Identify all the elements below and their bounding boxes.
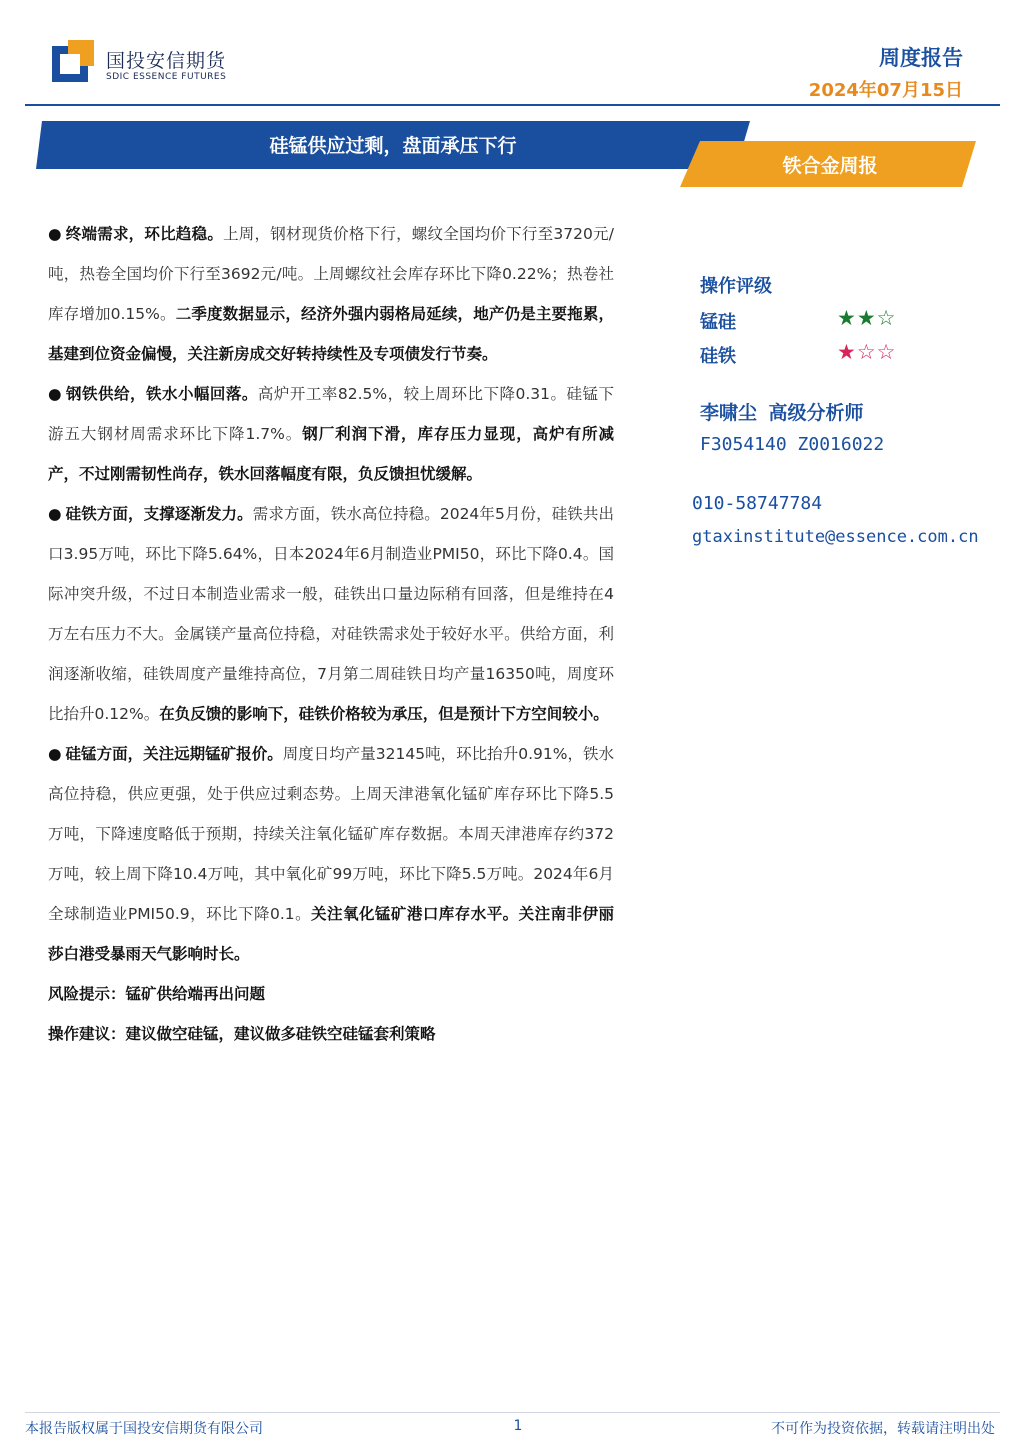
operation-advice bbox=[48, 1014, 614, 1054]
paragraph-ferrosilicon bbox=[48, 494, 614, 734]
paragraph-heading: 硅铁方面，支撑逐渐发力。 bbox=[65, 505, 253, 523]
contact-email[interactable]: gtaxinstitute@essence.com.cn bbox=[692, 527, 979, 547]
risk-text: 风险提示：锰矿供给端再出问题 bbox=[48, 985, 266, 1003]
paragraph-conclusion: 在负反馈的影响下，硅铁价格较为承压，但是预计下方空间较小。 bbox=[159, 705, 609, 723]
page-number: 1 bbox=[513, 1418, 523, 1434]
logo-text-en: SDIC ESSENCE FUTURES bbox=[106, 72, 227, 82]
paragraph-text: 上周，钢材现货价格下行，螺纹全国均价下行至3720元/吨，热卷全国均价下行至3692元/吨。上周螺纹社会库存环比下降0.22%；热卷社库存增加0.15%。 bbox=[48, 225, 614, 323]
paragraph-conclusion: 二季度数据显示，经济外强内弱格局延续，地产仍是主要拖累，基建到位资金偏慢，关注新房成交好转持续性及专项债发行节奏。 bbox=[48, 305, 614, 363]
rating-stars-ferrosilicon: ★☆☆ bbox=[837, 340, 897, 364]
footer-disclaimer: 不可作为投资依据，转载请注明出处 bbox=[771, 1421, 995, 1437]
bullet-icon: ● bbox=[48, 505, 62, 523]
paragraph-text: 高炉开工率82.5%，较上周环比下降0.31。硅锰下游五大钢材周需求环比下降1.7%。 bbox=[48, 385, 614, 443]
bullet-icon: ● bbox=[48, 385, 63, 403]
footer-divider bbox=[25, 1412, 1000, 1413]
paragraph-steel-supply bbox=[48, 374, 614, 494]
paragraph-conclusion: 钢厂利润下滑，库存压力显现，高炉有所减产，不过刚需韧性尚存，铁水回落幅度有限，负反馈担忧缓解。 bbox=[48, 425, 614, 483]
contact-phone: 010-58747784 bbox=[692, 493, 823, 514]
paragraph-demand bbox=[48, 214, 614, 374]
rating-label-ferrosilicon: 硅铁 bbox=[700, 346, 736, 367]
company-logo bbox=[52, 40, 242, 88]
paragraph-text: 需求方面，铁水高位持稳。2024年5月份，硅铁共出口3.95万吨，环比下降5.64%，日本2024年6月制造业PMI50，环比下降0.4。国际冲突升级，不过日本制造业需求一般，硅铁出口量边际稍有回落，但是维持在4万左右压力不大。金属镁产量高位持稳，对硅铁需求处于较好水平。供给方面，利润逐渐收缩，硅铁周度产量维持高位，7月第二周硅铁日均产量16350吨，周度环比抬升0.12%。 bbox=[48, 505, 614, 723]
report-category: 铁合金周报 bbox=[782, 155, 878, 177]
report-type: 周度报告 bbox=[879, 46, 963, 70]
risk-warning bbox=[48, 974, 614, 1014]
bullet-icon: ● bbox=[48, 225, 62, 243]
logo-text-cn: 国投安信期货 bbox=[106, 50, 227, 72]
paragraph-heading: 终端需求，环比趋稳。 bbox=[65, 225, 224, 243]
rating-label-silicomanganese: 锰硅 bbox=[700, 312, 736, 333]
rating-stars-silicomanganese: ★★☆ bbox=[837, 306, 897, 330]
footer-copyright: 本报告版权属于国投安信期货有限公司 bbox=[25, 1421, 263, 1437]
bullet-icon: ● bbox=[48, 745, 62, 763]
paragraph-heading: 钢铁供给，铁水小幅回落。 bbox=[66, 385, 258, 403]
paragraph-conclusion: 关注氧化锰矿港口库存水平。关注南非伊丽莎白港受暴雨天气影响时长。 bbox=[48, 905, 614, 963]
paragraph-text: 周度日均产量32145吨，环比抬升0.91%，铁水高位持稳，供应更强，处于供应过剩态势。上周天津港氧化锰矿库存环比下降5.5万吨，下降速度略低于预期，持续关注氧化锰矿库存数据。本周天津港库存约372万吨，较上周下降10.4万吨，其中氧化矿99万吨，环比下降5.5万吨。2024年6月全球制造业PMI50.9，环比下降0.1。 bbox=[48, 745, 614, 923]
advice-text: 操作建议：建议做空硅锰，建议做多硅铁空硅锰套利策略 bbox=[48, 1025, 436, 1043]
analyst-name: 李啸尘 高级分析师 bbox=[700, 402, 864, 424]
analyst-license-codes: F3054140 Z0016022 bbox=[700, 434, 885, 455]
paragraph-silicomanganese bbox=[48, 734, 614, 974]
logo-mark-icon bbox=[52, 40, 96, 84]
header-divider bbox=[25, 104, 1000, 106]
report-date: 2024年07月15日 bbox=[808, 80, 963, 101]
rating-title: 操作评级 bbox=[700, 276, 772, 297]
report-title: 硅锰供应过剩，盘面承压下行 bbox=[269, 135, 517, 157]
paragraph-heading: 硅锰方面，关注远期锰矿报价。 bbox=[65, 745, 283, 763]
report-body bbox=[48, 214, 614, 1054]
